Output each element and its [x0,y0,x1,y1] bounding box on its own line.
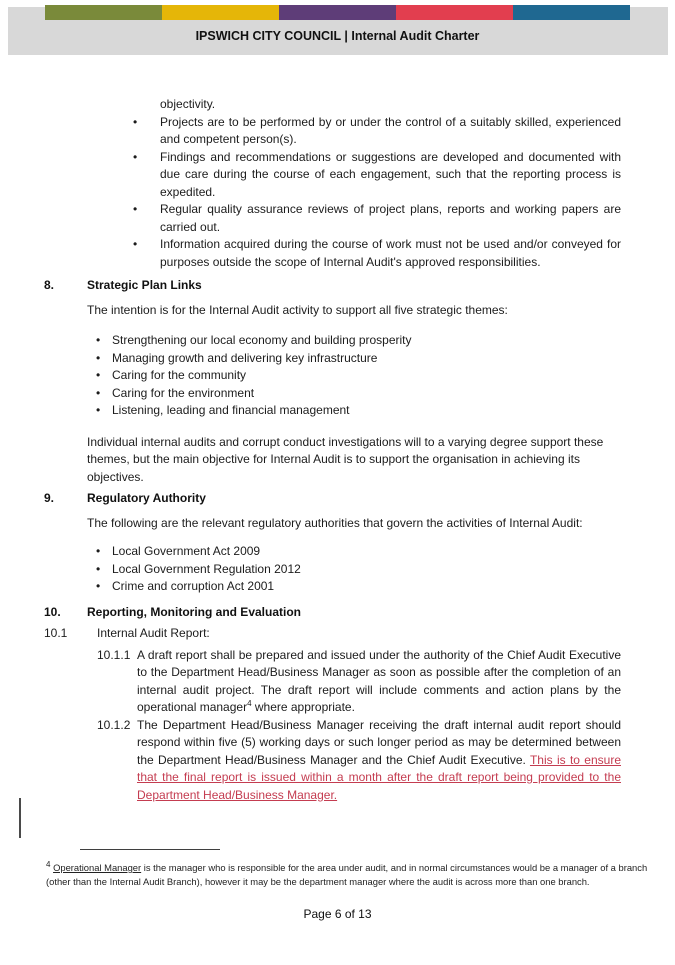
section-title: Strategic Plan Links [87,278,202,292]
list-item [96,367,621,385]
numbered-item-10-1-2 [97,717,621,805]
continuation-line: objectivity. [160,97,216,111]
bullet-marker: • [133,237,138,251]
item-text-tail: where appropriate. [251,700,355,714]
bullet-marker: • [96,544,101,558]
item-text [137,717,621,805]
footnote-separator [80,849,220,850]
paragraph: The following are the relevant regulatory authorities that govern the activities of Internal Audit: [87,515,583,530]
list-item-text: Caring for the community [112,368,247,382]
list-item-text: Crime and corruption Act 2001 [112,579,275,593]
bullet-item [133,201,621,236]
bullet-text: Findings and recommendations or suggestions are developed and documented with due care during the course of each engagement, such that the reporting process is expedited. [160,149,621,199]
bullet-text: Information acquired during the course of work must not be used and/or conveyed for purposes outside the scope of Internal Audit's approved responsibilities. [160,237,621,269]
revision-change-bar [19,798,21,838]
numbered-item-10-1-1 [97,647,621,717]
subsection-number: 10.1 [44,626,68,640]
footnote-number: 4 [46,859,51,869]
footnote-reference: 4 [247,699,252,708]
footnote-text: is the manager who is responsible for the area under audit, and in normal circumstances would be a manager of a branch (other than the Internal Audit Branch), however it may be the department manager where the audit is across more than one branch. [46,862,648,887]
bullet-marker: • [96,385,101,400]
bullet-text: Regular quality assurance reviews of project plans, reports and working papers are carried out. [160,202,621,234]
bullet-marker: • [96,561,101,576]
item-text-main: The Department Head/Business Manager receiving the draft internal audit report should respond within five (5) working days or such longer period as may be determined between the Department Head/Business Manager and the Chief Audit Executive. [137,717,621,767]
item-text-main: A draft report shall be prepared and issued under the authority of the Chief Audit Executive to the Department Head/Business Manager as soon as possible after the completion of an internal audit project. The draft report will include comments and action plans by the operational manager [137,647,621,714]
document-header-title: IPSWICH CITY COUNCIL | Internal Audit Charter [195,29,480,43]
list-item [96,385,621,403]
subsection-title: Internal Audit Report: [97,626,210,640]
list-item [96,402,621,420]
bullet-marker: • [133,202,138,216]
list-item-text: Strengthening our local economy and building prosperity [112,333,412,347]
bullet-marker: • [96,403,101,417]
bullet-marker: • [133,149,138,164]
tracked-change-inserted-text: This is to ensure that the final report is issued within a month after the draft report being provided to the Department Head/Business Manager. [137,752,621,802]
item-number: 10.1.1 [97,647,131,662]
list-item [96,561,621,579]
list-item-text: Local Government Act 2009 [112,544,261,558]
item-text [137,647,621,717]
section-title: Reporting, Monitoring and Evaluation [87,604,301,619]
bullet-marker: • [96,579,101,593]
authorities-list [96,543,621,596]
bullet-marker: • [96,350,101,365]
paragraph: Individual internal audits and corrupt conduct investigations will to a varying degree support these themes, but the main objective for Internal Audit is to support the organisation in achieving its objectives. [87,434,604,484]
section-number: 9. [44,491,55,505]
footnote-term: Operational Manager [53,862,142,873]
themes-list [96,332,621,420]
bullet-item [133,149,621,202]
bullet-marker: • [96,333,101,347]
list-item [96,543,621,561]
list-item-text: Local Government Regulation 2012 [112,561,301,576]
section-heading-8 [44,277,621,295]
bullet-marker: • [133,114,138,129]
section-number: 10. [44,604,61,619]
bullet-text: Projects are to be performed by or under the control of a suitably skilled, experienced and competent person(s). [160,114,621,146]
list-item [96,350,621,368]
bullet-marker: • [96,368,101,382]
section-title: Regulatory Authority [87,491,206,505]
item-number: 10.1.2 [97,717,131,732]
subsection-heading-10-1 [44,625,621,643]
section-heading-9 [44,490,621,508]
bullet-item [133,236,621,271]
list-item [96,578,621,596]
section-number: 8. [44,278,55,292]
bullet-item [133,114,621,149]
section-heading-10 [44,604,621,622]
paragraph: The intention is for the Internal Audit activity to support all five strategic themes: [87,302,508,317]
list-item [96,332,621,350]
page-number: Page 6 of 13 [303,907,372,921]
list-item-text: Caring for the environment [112,385,255,400]
footnote [46,861,648,888]
list-item-text: Managing growth and delivering key infrastructure [112,350,378,365]
list-item-text: Listening, leading and financial management [112,403,350,417]
